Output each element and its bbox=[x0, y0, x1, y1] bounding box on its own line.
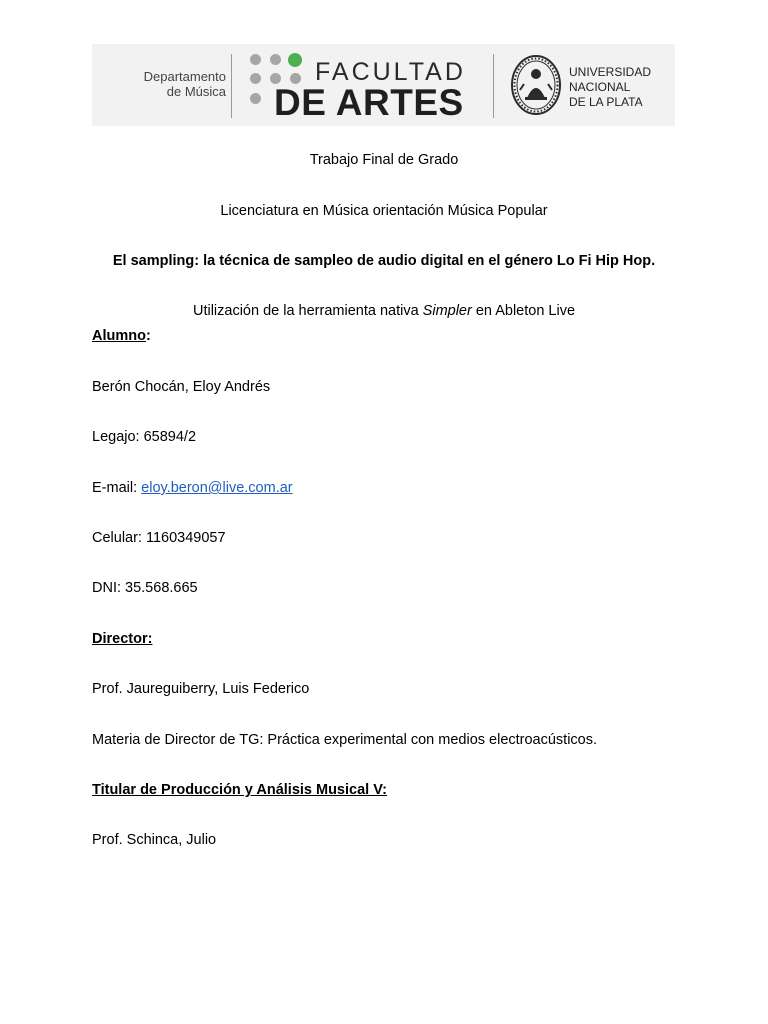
degree-name: Licenciatura en Música orientación Música Popular bbox=[220, 203, 548, 219]
thesis-subtitle bbox=[0, 302, 768, 320]
university-line2: NACIONAL bbox=[569, 80, 631, 94]
student-phone: Celular: 1160349057 bbox=[92, 530, 226, 546]
student-heading bbox=[92, 327, 151, 345]
subtitle-italic: Simpler bbox=[422, 303, 472, 319]
director-subject: Materia de Director de TG: Práctica experimental con medios electroacústicos. bbox=[92, 732, 598, 748]
university-line1: UNIVERSIDAD bbox=[569, 65, 652, 79]
header-divider bbox=[231, 54, 232, 118]
director-name: Prof. Jaureguiberry, Luis Federico bbox=[92, 681, 310, 697]
student-name: Berón Chocán, Eloy Andrés bbox=[92, 379, 271, 395]
work-type: Trabajo Final de Grado bbox=[309, 152, 459, 168]
header-divider bbox=[493, 54, 494, 118]
student-email bbox=[92, 479, 293, 497]
student-heading-label: Alumno bbox=[92, 328, 146, 344]
department-line1: Departamento bbox=[143, 69, 226, 84]
faculty-name-line1: FACULTAD bbox=[315, 58, 466, 86]
university-line3: DE LA PLATA bbox=[569, 95, 643, 109]
thesis-title: El sampling: la técnica de sampleo de audio digital en el género Lo Fi Hip Hop. bbox=[112, 253, 656, 269]
department-logo bbox=[116, 69, 226, 99]
university-seal-icon bbox=[510, 54, 562, 116]
email-label: E-mail: bbox=[92, 480, 142, 496]
subtitle-after: en Ableton Live bbox=[471, 303, 576, 319]
faculty-name-line2: DE ARTES bbox=[274, 82, 464, 123]
university-name bbox=[569, 65, 651, 110]
header-banner bbox=[92, 44, 675, 126]
student-heading-colon: : bbox=[145, 328, 151, 344]
director-heading: Director: bbox=[92, 631, 153, 647]
chair-heading: Titular de Producción y Análisis Musical V: bbox=[92, 782, 387, 798]
student-legajo: Legajo: 65894/2 bbox=[92, 429, 197, 445]
chair-name: Prof. Schinca, Julio bbox=[92, 832, 217, 848]
email-link[interactable]: eloy.beron@live.com.ar bbox=[141, 480, 293, 496]
subtitle-before: Utilización de la herramienta nativa bbox=[192, 303, 423, 319]
department-line2: de Música bbox=[166, 84, 226, 99]
student-dni: DNI: 35.568.665 bbox=[92, 580, 198, 596]
